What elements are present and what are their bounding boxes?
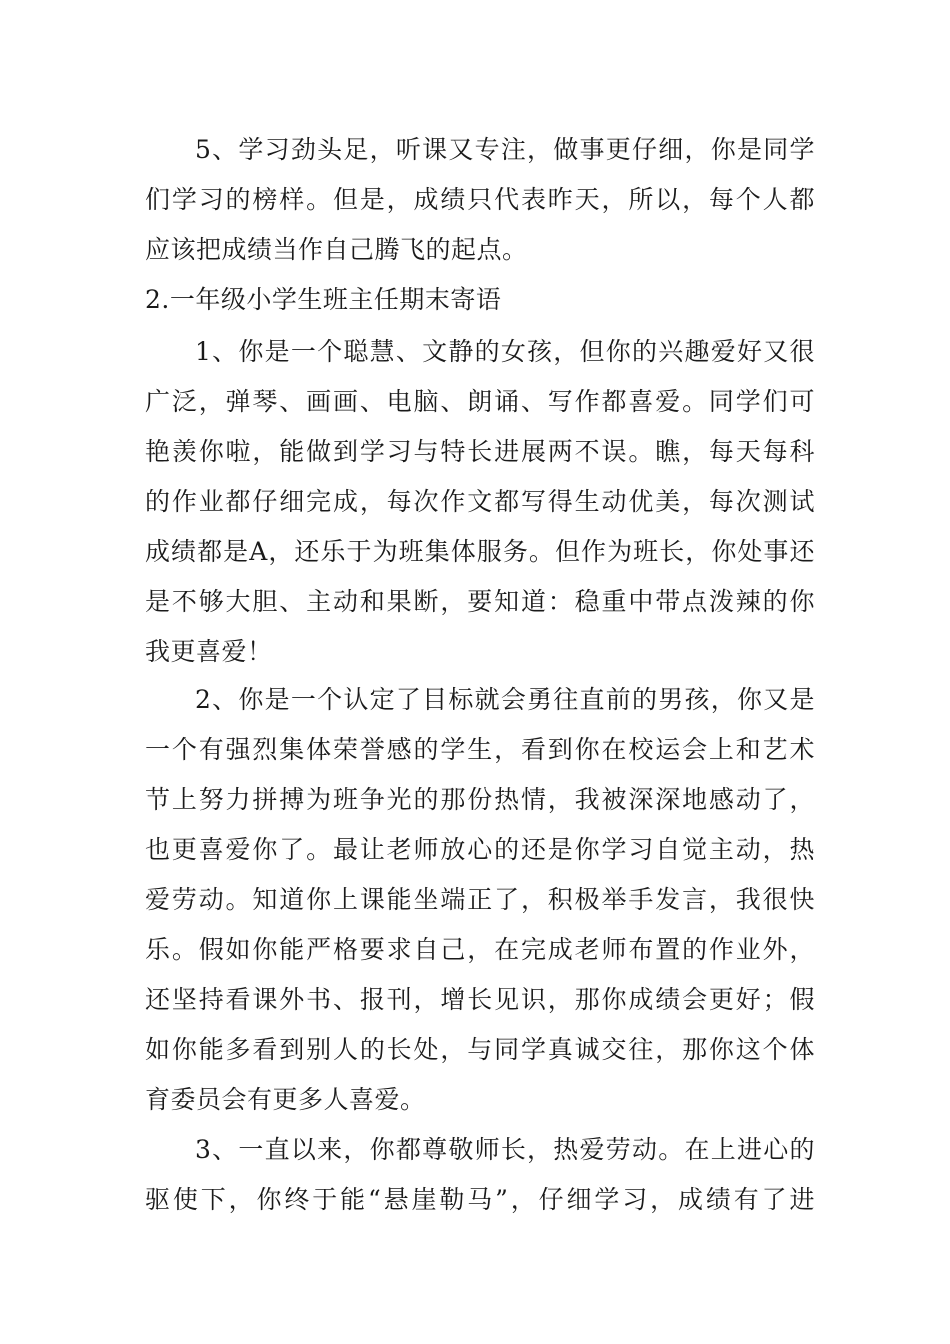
para5-line-1: 5、学习劲头足，听课又专注，做事更仔细，你是同学 [195,135,815,164]
item2-line-3: 节上努力拼搏为班争光的那份热情，我被深深地感动了， [145,785,815,814]
item1-line-7: 我更喜爱！ [145,637,273,666]
para5-line-2: 们学习的榜样。但是，成绩只代表昨天，所以，每个人都 [145,185,815,214]
para5-line-3: 应该把成绩当作自己腾飞的起点。 [145,235,528,264]
item1-line-6: 是不够大胆、主动和果断，要知道：稳重中带点泼辣的你 [145,587,815,616]
section-heading: 2.一年级小学生班主任期末寄语 [145,285,502,314]
item2-line-6: 乐。假如你能严格要求自己，在完成老师布置的作业外， [145,935,815,964]
item1-line-5: 成绩都是A，还乐于为班集体服务。但作为班长，你处事还 [145,537,815,566]
item3-line-2: 驱使下，你终于能“悬崖勒马”，仔细学习，成绩有了进 [145,1185,815,1214]
item2-line-7: 还坚持看课外书、报刊，增长见识，那你成绩会更好；假 [145,985,815,1014]
item3-line-1: 3、一直以来，你都尊敬师长，热爱劳动。在上进心的 [195,1135,815,1164]
item2-line-8: 如你能多看到别人的长处，与同学真诚交往，那你这个体 [145,1035,815,1064]
item2-line-4: 也更喜爱你了。最让老师放心的还是你学习自觉主动，热 [145,835,815,864]
item2-line-2: 一个有强烈集体荣誉感的学生，看到你在校运会上和艺术 [145,735,815,764]
item1-line-4: 的作业都仔细完成，每次作文都写得生动优美，每次测试 [145,487,815,516]
item1-line-2: 广泛，弹琴、画画、电脑、朗诵、写作都喜爱。同学们可 [145,387,815,416]
item2-line-9: 育委员会有更多人喜爱。 [145,1085,426,1114]
item2-line-1: 2、你是一个认定了目标就会勇往直前的男孩，你又是 [195,685,815,714]
item2-line-5: 爱劳动。知道你上课能坐端正了，积极举手发言，我很快 [145,885,815,914]
item1-line-1: 1、你是一个聪慧、文静的女孩，但你的兴趣爱好又很 [195,337,815,366]
item1-line-3: 艳羡你啦，能做到学习与特长进展两不误。瞧，每天每科 [145,437,815,466]
